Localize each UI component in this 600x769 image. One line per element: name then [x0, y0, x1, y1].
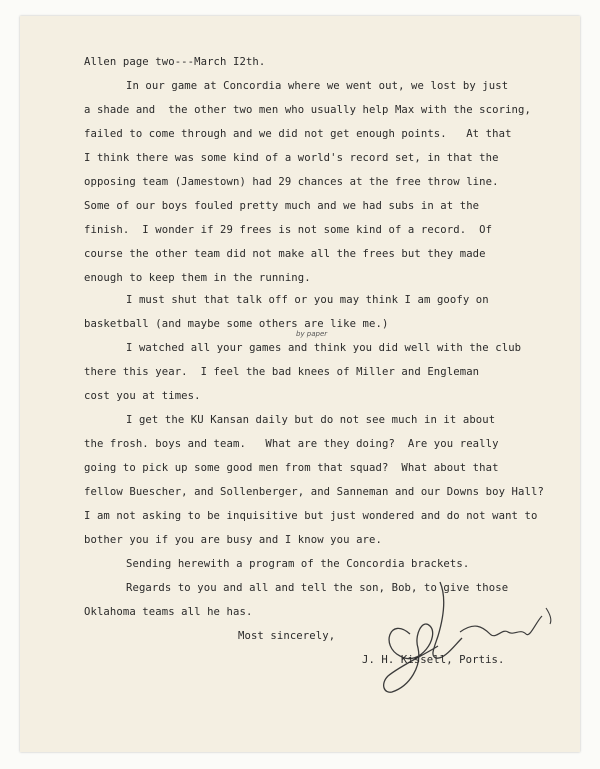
- body-line: Sending herewith a program of the Concordia brackets.: [126, 558, 470, 570]
- body-line: enough to keep them in the running.: [84, 272, 311, 284]
- body-line: Some of our boys fouled pretty much and we had subs in at the: [84, 200, 480, 212]
- body-line: finish. I wonder if 29 frees is not some kind of a record. Of: [84, 224, 493, 236]
- body-line: cost you at times.: [84, 390, 201, 402]
- letter-header: Allen page two---March I2th.: [84, 56, 266, 68]
- body-line: Regards to you and all and tell the son, Bob, to give those: [126, 582, 509, 594]
- letter-page: [20, 16, 580, 752]
- body-line: bother you if you are busy and I know you are.: [84, 534, 382, 546]
- body-line: Oklahoma teams all he has.: [84, 606, 253, 618]
- signature-line: J. H. Kissell, Portis.: [362, 654, 505, 666]
- body-line: I am not asking to be inquisitive but just wondered and do not want to: [84, 510, 538, 522]
- body-line: basketball (and maybe some others are like me.): [84, 318, 389, 330]
- body-line: there this year. I feel the bad knees of Miller and Engleman: [84, 366, 480, 378]
- handwritten-insertion: by paper: [296, 330, 328, 338]
- body-line: In our game at Concordia where we went out, we lost by just: [126, 80, 509, 92]
- body-line: fellow Buescher, and Sollenberger, and Sanneman and our Downs boy Hall?: [84, 486, 544, 498]
- body-line: opposing team (Jamestown) had 29 chances at the free throw line.: [84, 176, 499, 188]
- body-line: I get the KU Kansan daily but do not see much in it about: [126, 414, 496, 426]
- body-line: a shade and the other two men who usually help Max with the scoring,: [84, 104, 531, 116]
- body-line: going to pick up some good men from that squad? What about that: [84, 462, 499, 474]
- handwritten-signature: [370, 576, 570, 696]
- body-line: I think there was some kind of a world's record set, in that the: [84, 152, 499, 164]
- closing: Most sincerely,: [238, 630, 336, 642]
- body-line: I watched all your games and think you did well with the club: [126, 342, 522, 354]
- body-line: course the other team did not make all the frees but they made: [84, 248, 486, 260]
- body-line: I must shut that talk off or you may think I am goofy on: [126, 294, 489, 306]
- body-line: failed to come through and we did not get enough points. At that: [84, 128, 512, 140]
- body-line: the frosh. boys and team. What are they doing? Are you really: [84, 438, 499, 450]
